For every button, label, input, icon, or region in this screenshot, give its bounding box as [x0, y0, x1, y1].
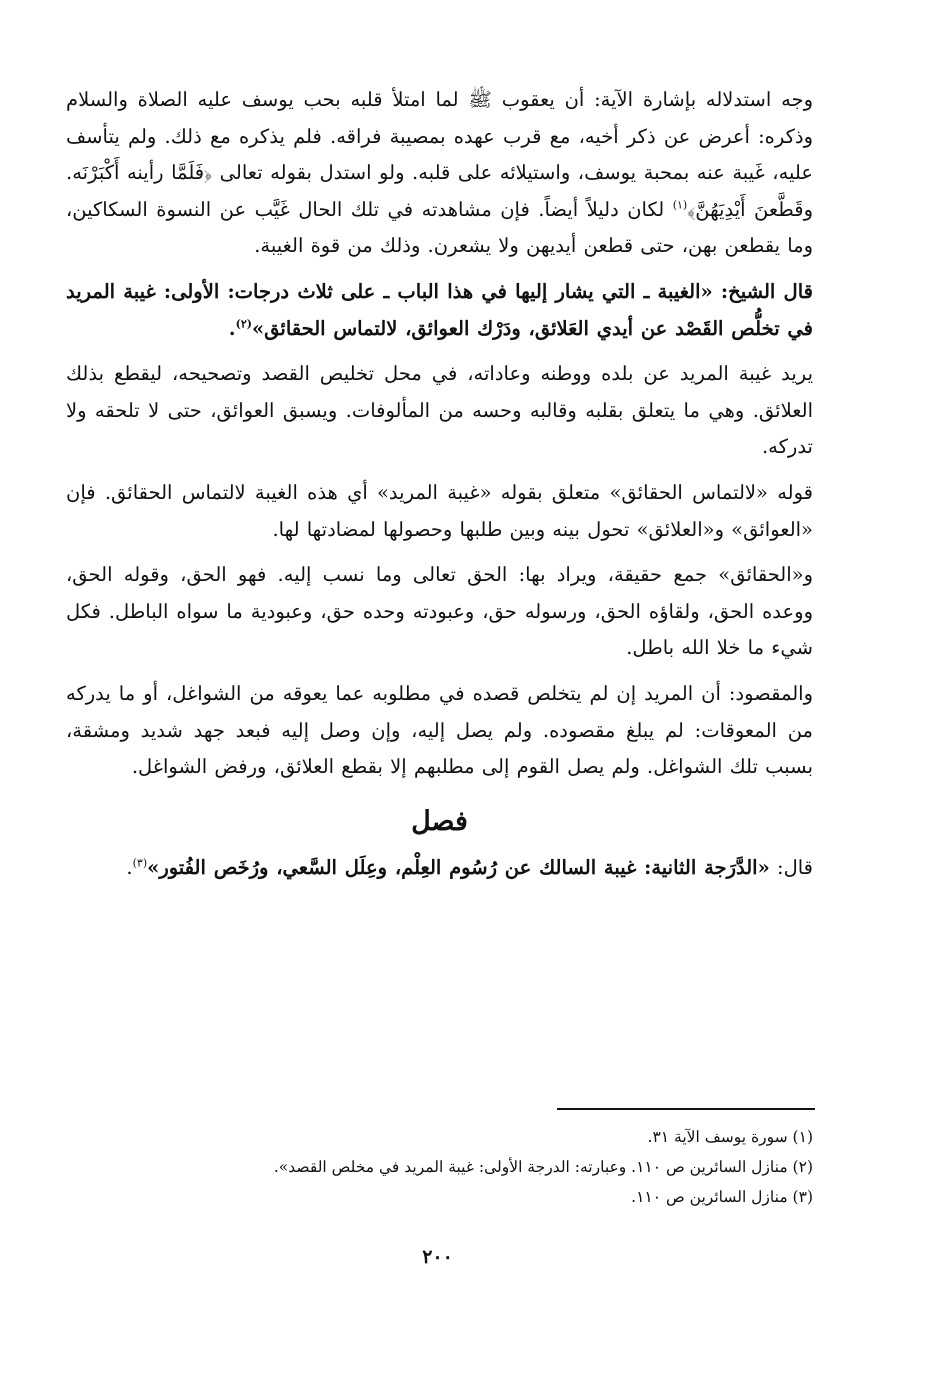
section-quote: «الدَّرَجة الثانية: غيبة السالك عن رُسُوم العِلْم، وعِلَل السَّعي، ورُخَص الفُتور» — [147, 855, 770, 879]
footnote-2: (٢) منازل السائرين ص ١١٠. وعبارته: الدرجة الأولى: غيبة المريد في مخلص القصد». — [273, 1158, 813, 1176]
paragraph-6: والمقصود: أن المريد إن لم يتخلص قصده في مطلوبه عما يعوقه من الشواغل، أو ما يدركه من المعوقات: لم يبلغ مقصوده. ولم يصل إليه، وإن وصل إليه فبعد جهد شديد ومشقة، بسبب تلك الشواغل. ولم يصل القوم إلى مطلبهم إلا بقطع العلائق، ورفض الشواغل. — [66, 681, 813, 779]
paragraph-2-quote — [66, 274, 813, 347]
section-quote-paragraph — [66, 850, 813, 887]
footnote-ref-3[interactable]: (٣) — [132, 856, 148, 870]
footnote-3: (٣) منازل السائرين ص ١١٠. — [631, 1188, 813, 1206]
section-heading: فصل — [411, 805, 468, 837]
footnote-divider — [557, 1108, 815, 1110]
paragraph-1 — [66, 82, 813, 265]
section-lead: قال: — [769, 855, 813, 879]
footnote-ref-1[interactable]: (١) — [672, 198, 688, 212]
paragraph-2-tail: . — [228, 316, 236, 340]
paragraph-5: و«الحقائق» جمع حقيقة، ويراد بها: الحق تعالى وما نسب إليه. فهو الحق، وقوله الحق، ووعده الحق، ولقاؤه الحق، ورسوله حق، وعبودته وحده حق، وعبودية ما سواه الباطل. فكل شيء ما خلا الله باطل. — [66, 563, 813, 660]
main-text — [66, 82, 813, 886]
paragraph-4: قوله «لالتماس الحقائق» متعلق بقوله «غيبة المريد» أي هذه الغيبة لالتماس الحقائق. فإن «العوائق» و«العلائق» تحول بينه وبين طلبها وحصولها لمضادتها لها. — [66, 480, 813, 541]
section-tail: . — [126, 855, 133, 879]
paragraph-1-tail: لكان دليلاً أيضاً. فإن مشاهدته في تلك الحال غَيَّب عن النسوة السكاكين، وما يقطعن بهن، حتى قطعن أيديهن ولا يشعرن. وذلك من قوة الغيبة. — [66, 197, 813, 258]
footnote-ref-2[interactable]: (٢) — [235, 317, 252, 331]
footnote-1: (١) سورة يوسف الآية ٣١. — [647, 1128, 813, 1146]
paragraph-1-text: وجه استدلاله بإشارة الآية: أن يعقوب ﷺ لما امتلأ قلبه بحب يوسف عليه الصلاة والسلام وذكره: أعرض عن ذكر أخيه، مع قرب عهده بمصيبة فراقه. فلم يذكره مع ذلك. ولم يتأسف عليه، غَيبة عنه بمحبة يوسف، واستيلائه على قلبه. ولو استدل بقوله تعالى ﴿فَلَمَّا رأينه أَكْبَرْنَه. وقَطَّعنَ أَيْدِيَهُنَّ﴾ — [66, 88, 814, 221]
page-number: ٢٠٠ — [422, 1246, 453, 1268]
footnotes — [53, 1122, 813, 1212]
paragraph-2-text: قال الشيخ: «الغيبة ـ التي يشار إليها في هذا الباب ـ على ثلاث درجات: الأولى: غيبة المريد في تخلُّص القَصْد عن أيدي العَلائق، ودَرْك العوائق، لالتماس الحقائق» — [66, 279, 813, 340]
paragraph-3: يريد غيبة المريد عن بلده ووطنه وعاداته، في محل تخليص القصد وتصحيحه، ليقطع بذلك العلائق. وهي ما يتعلق بقلبه وقالبه وحسه من المألوفات. ويسبق العوائق، حتى لا تلحقه ولا تدركه. — [66, 362, 813, 459]
